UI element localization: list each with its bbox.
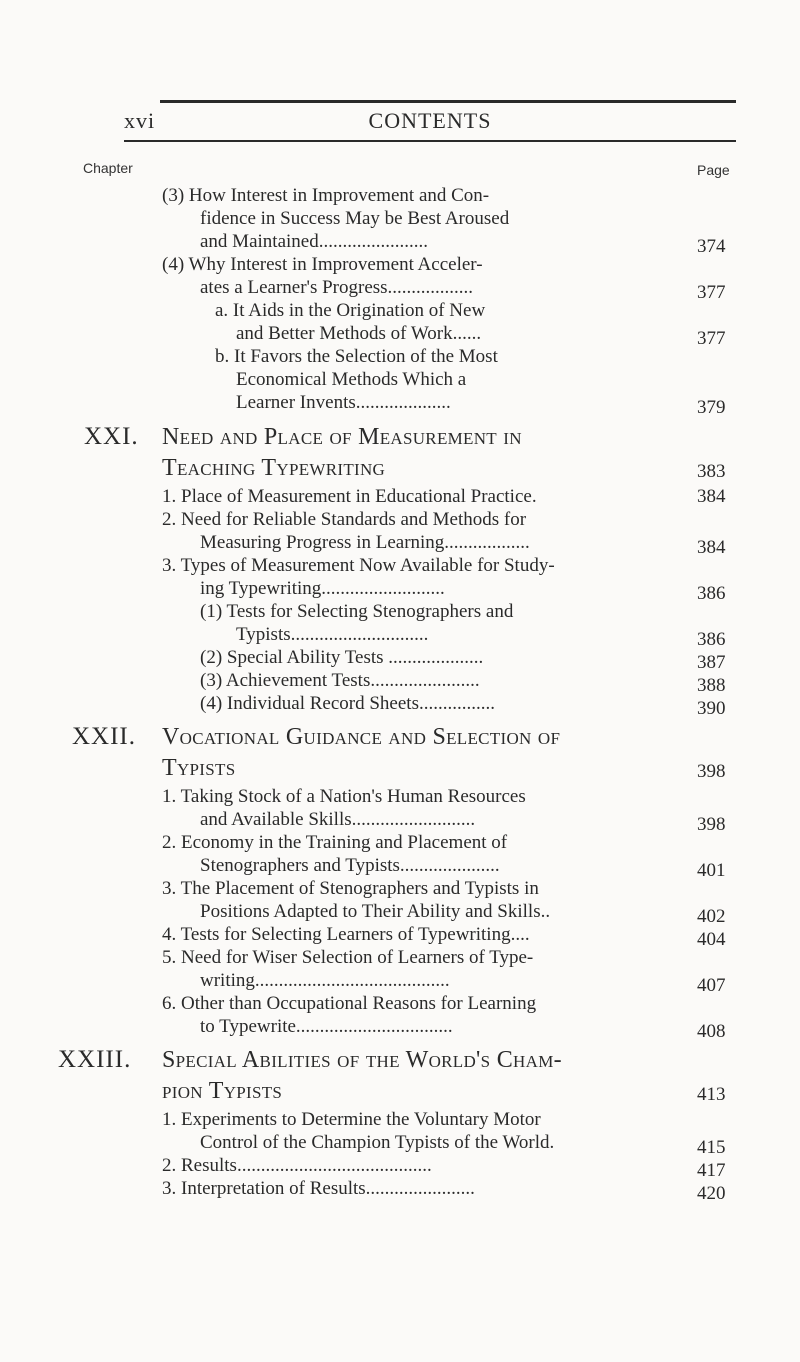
toc-line: and Better Methods of Work...... bbox=[236, 323, 482, 344]
chapter-title: Vocational Guidance and Selection of bbox=[162, 724, 561, 750]
toc-line: writing......................................... bbox=[200, 970, 450, 991]
toc-page-number: 420 bbox=[697, 1183, 726, 1204]
toc-line: 2. Results......................................... bbox=[162, 1155, 432, 1176]
toc-page-number: 407 bbox=[697, 975, 726, 996]
toc-line: 1. Taking Stock of a Nation's Human Resources bbox=[162, 786, 526, 807]
chapter-title: Special Abilities of the World's Cham- bbox=[162, 1047, 562, 1073]
toc-line: (3) Achievement Tests....................... bbox=[200, 670, 480, 691]
toc-page-number: 377 bbox=[697, 328, 726, 349]
toc-page-number: 402 bbox=[697, 906, 726, 927]
page-column-label: Page bbox=[697, 162, 730, 178]
page-title: CONTENTS bbox=[368, 108, 492, 133]
toc-page-number: 377 bbox=[697, 282, 726, 303]
toc-page-number: 415 bbox=[697, 1137, 726, 1158]
chapter-number: XXI. bbox=[84, 423, 139, 450]
toc-line: (3) How Interest in Improvement and Con- bbox=[162, 185, 490, 206]
toc-page-number: 408 bbox=[697, 1021, 726, 1042]
toc-line: (1) Tests for Selecting Stenographers and bbox=[200, 601, 514, 622]
toc-page-number: 384 bbox=[697, 537, 726, 558]
chapter-title: Typists bbox=[162, 755, 236, 781]
toc-page-number: 384 bbox=[697, 486, 726, 507]
toc-line: (2) Special Ability Tests .................... bbox=[200, 647, 484, 668]
chapter-number: XXII. bbox=[72, 723, 137, 750]
toc-page-number: 390 bbox=[697, 698, 726, 719]
toc-line: fidence in Success May be Best Aroused bbox=[200, 208, 510, 229]
toc-page-number: 398 bbox=[697, 814, 726, 835]
toc-page-number: 417 bbox=[697, 1160, 726, 1181]
chapter-title: Need and Place of Measurement in bbox=[162, 424, 522, 450]
chapter-number: XXIII. bbox=[58, 1046, 132, 1073]
toc-line: Economical Methods Which a bbox=[236, 369, 467, 390]
toc-line: Learner Invents.................... bbox=[236, 392, 451, 413]
toc-line: 1. Experiments to Determine the Voluntary Motor bbox=[162, 1109, 541, 1130]
toc-line: 3. Interpretation of Results....................... bbox=[162, 1178, 475, 1199]
toc-page-number: 387 bbox=[697, 652, 726, 673]
chapter-title: Teaching Typewriting bbox=[162, 455, 386, 481]
toc-page-number: 401 bbox=[697, 860, 726, 881]
toc-line: b. It Favors the Selection of the Most bbox=[215, 346, 498, 367]
toc-line: to Typewrite................................. bbox=[200, 1016, 453, 1037]
toc-line: 1. Place of Measurement in Educational Practice. bbox=[162, 486, 537, 507]
toc-line: 3. Types of Measurement Now Available for Study- bbox=[162, 555, 555, 576]
toc-line: a. It Aids in the Origination of New bbox=[215, 300, 486, 321]
toc-line: Positions Adapted to Their Ability and Skills.. bbox=[200, 901, 551, 922]
toc-page-number: 404 bbox=[697, 929, 726, 950]
chapter-column-label: Chapter bbox=[83, 160, 133, 176]
toc-line: and Available Skills.......................... bbox=[200, 809, 476, 830]
toc-page-number: 386 bbox=[697, 583, 726, 604]
toc-line: 4. Tests for Selecting Learners of Typewriting.... bbox=[162, 924, 530, 945]
toc-page-number: 388 bbox=[697, 675, 726, 696]
toc-page-number: 386 bbox=[697, 629, 726, 650]
toc-line: (4) Individual Record Sheets................ bbox=[200, 693, 495, 714]
toc-line: 5. Need for Wiser Selection of Learners of Type- bbox=[162, 947, 534, 968]
toc-page-number: 379 bbox=[697, 397, 726, 418]
toc-line: 2. Need for Reliable Standards and Methods for bbox=[162, 509, 527, 530]
toc-line: Typists............................. bbox=[236, 624, 429, 645]
running-head bbox=[124, 108, 736, 138]
toc-line: 6. Other than Occupational Reasons for Learning bbox=[162, 993, 537, 1014]
toc-line: Control of the Champion Typists of the World. bbox=[200, 1132, 555, 1153]
toc-line: Stenographers and Typists..................... bbox=[200, 855, 500, 876]
toc-line: ates a Learner's Progress.................. bbox=[200, 277, 474, 298]
header-rule-bottom bbox=[124, 140, 736, 142]
chapter-page-number: 413 bbox=[697, 1084, 726, 1105]
toc-page-number: 374 bbox=[697, 236, 726, 257]
toc-line: and Maintained....................... bbox=[200, 231, 428, 252]
toc-line: (4) Why Interest in Improvement Acceler- bbox=[162, 254, 483, 275]
toc-line: 2. Economy in the Training and Placement of bbox=[162, 832, 508, 853]
toc-line: Measuring Progress in Learning.................. bbox=[200, 532, 530, 553]
toc-line: ing Typewriting.......................... bbox=[200, 578, 445, 599]
chapter-page-number: 383 bbox=[697, 461, 726, 482]
chapter-page-number: 398 bbox=[697, 761, 726, 782]
page-number-roman: xvi bbox=[124, 108, 156, 133]
chapter-title: pion Typists bbox=[162, 1078, 283, 1104]
toc-line: 3. The Placement of Stenographers and Typists in bbox=[162, 878, 539, 899]
header-rule-top bbox=[160, 100, 736, 103]
